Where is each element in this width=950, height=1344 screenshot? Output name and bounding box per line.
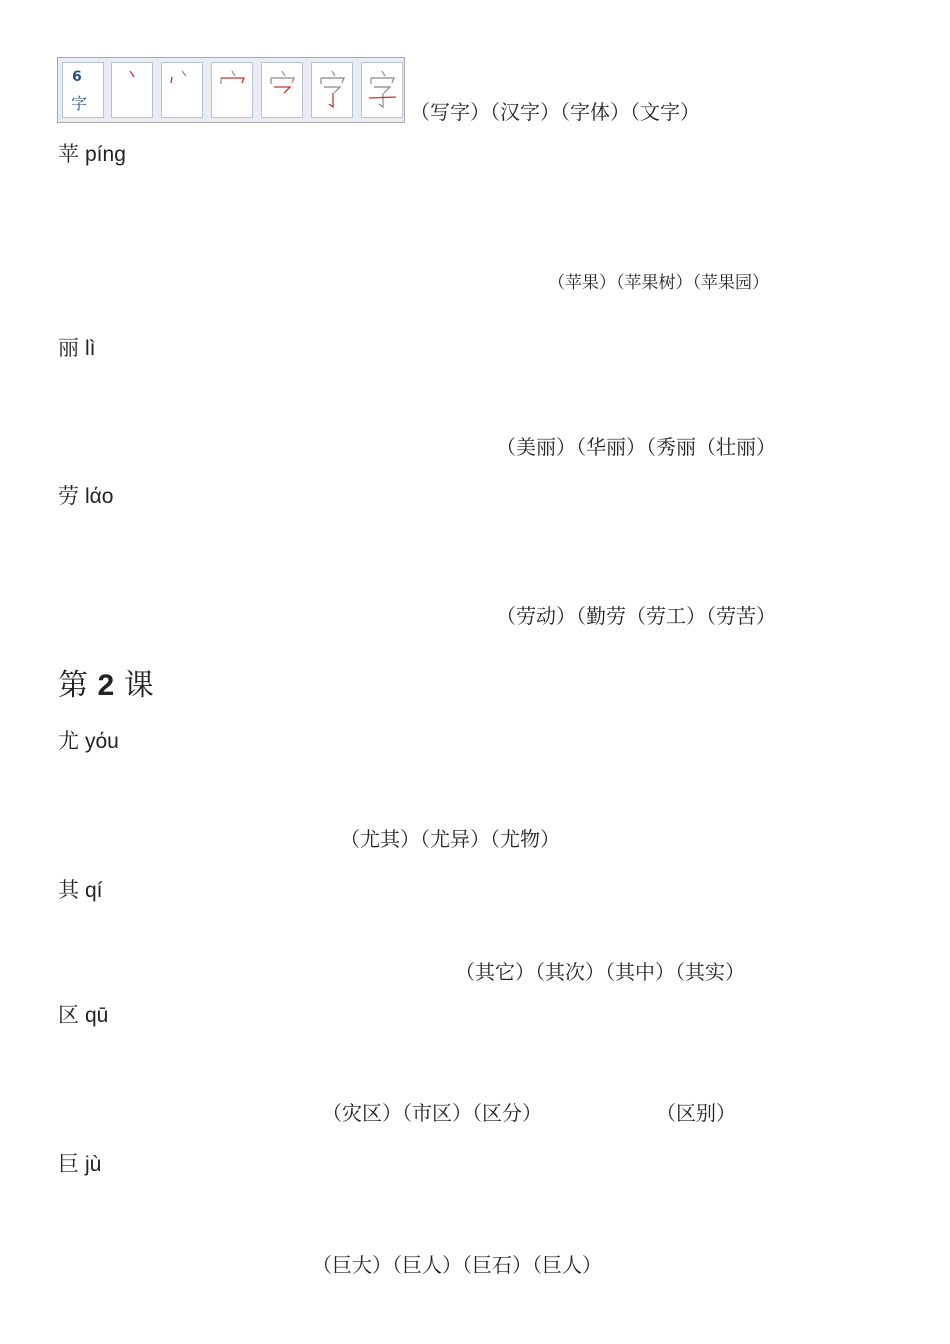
entry-character: 巨 <box>58 1152 79 1176</box>
entry-character: 苹 <box>58 142 79 166</box>
lesson-suffix: 课 <box>123 668 154 703</box>
entry-pinyin: jù <box>85 1153 102 1176</box>
lesson-heading <box>58 660 154 704</box>
entry-lao <box>58 480 114 510</box>
entry-words: （巨大）（巨人）（巨石）（巨人） <box>312 1253 602 1277</box>
lesson-number: 2 <box>97 669 115 702</box>
stroke-order-strip <box>57 57 405 123</box>
entry-words: （劳动）（勤劳（劳工）（劳苦） <box>496 604 776 628</box>
stroke-step-2-drawing <box>162 63 202 117</box>
entry-words: （美丽）（华丽）（秀丽（壮丽） <box>496 435 776 459</box>
entry-character: 劳 <box>58 484 79 508</box>
entry-li <box>58 332 96 362</box>
stroke-step-4 <box>261 62 303 118</box>
stroke-step-5 <box>311 62 353 118</box>
stroke-step-1-drawing <box>112 63 152 117</box>
entry-words: （灾区）（市区）（区分） <box>322 1101 542 1125</box>
entry-pinyin: lάo <box>85 485 114 508</box>
entry-pinyin: pínɡ <box>85 143 126 166</box>
entry-pinyin: qū <box>85 1004 109 1027</box>
stroke-step-2 <box>161 62 203 118</box>
entry-words-extra: （区别） <box>656 1101 736 1125</box>
entry-pinyin: lì <box>85 337 96 360</box>
stroke-step-6 <box>361 62 403 118</box>
entry-ju <box>58 1148 101 1178</box>
entry-ping <box>58 138 126 168</box>
stroke-step-3 <box>211 62 253 118</box>
entry-qi <box>58 874 103 904</box>
lesson-prefix: 第 <box>58 668 88 703</box>
stroke-step-1 <box>111 62 153 118</box>
entry-words: （尤其）（尤异）（尤物） <box>340 827 560 851</box>
entry-qu <box>58 999 108 1029</box>
stroke-step-6-drawing <box>362 63 402 117</box>
entry-pinyin: yόu <box>85 730 119 753</box>
stroke-character: 字 <box>71 94 88 113</box>
entry-character: 尤 <box>58 729 79 753</box>
entry-words: （其它）（其次）（其中）（其实） <box>455 960 745 984</box>
entry-character: 丽 <box>58 336 79 360</box>
stroke-count-cell <box>62 62 104 118</box>
entry-you <box>58 725 119 755</box>
header-words: （写字）（汉字）（字体）（文字） <box>410 100 700 124</box>
stroke-count: 6 <box>72 69 82 85</box>
entry-pinyin: qí <box>85 879 103 902</box>
stroke-step-5-drawing <box>312 63 352 117</box>
stroke-step-3-drawing <box>212 63 252 117</box>
entry-character: 区 <box>58 1003 79 1027</box>
stroke-step-4-drawing <box>262 63 302 117</box>
entry-words: （苹果）（苹果树）（苹果园） <box>548 273 769 293</box>
entry-character: 其 <box>58 878 79 902</box>
